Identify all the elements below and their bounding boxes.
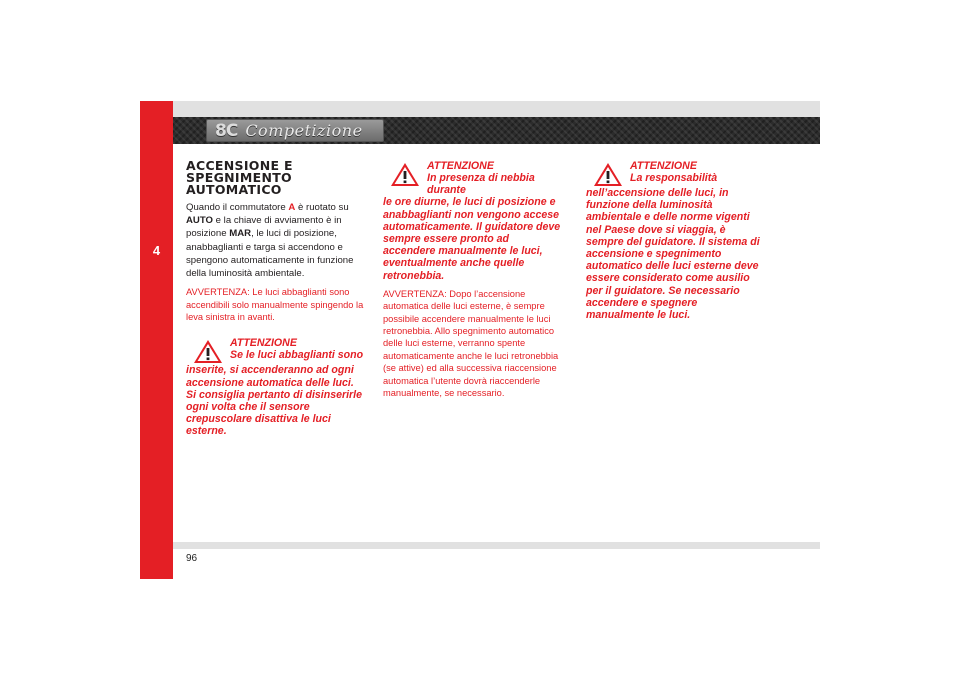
brand-logo (206, 119, 384, 142)
warning-block (186, 337, 364, 437)
text-run: Quando il commutatore (186, 202, 289, 213)
switch-label-highlight: A (288, 202, 296, 213)
warning-lead: In presenza di nebbia durante (427, 172, 535, 197)
chapter-number: 4 (152, 243, 161, 258)
warning-block (586, 160, 764, 321)
advisory-label: AVVERTENZA (383, 288, 445, 299)
advisory-label: AVVERTENZA (186, 287, 248, 298)
section-heading (186, 160, 364, 196)
mar-position-label: MAR (229, 228, 252, 240)
warning-title: ATTENZIONE (630, 160, 697, 172)
text-run: e la chiave di avviamento è in posizione (186, 215, 342, 240)
warning-triangle-icon (586, 162, 630, 187)
warning-triangle-icon (186, 339, 230, 364)
heading-line: AUTOMATICO (186, 182, 282, 197)
warning-lead: Se le luci abbaglianti sono (230, 349, 364, 362)
text-run: è ruotato su (295, 202, 349, 213)
warning-triangle-icon (383, 162, 427, 187)
body-paragraph (186, 201, 364, 280)
bottom-frame-strip (173, 542, 820, 549)
carbon-header-band (173, 117, 820, 144)
warning-title: ATTENZIONE (427, 160, 494, 172)
advisory-note (383, 288, 561, 400)
text-run: , le luci di posizione, anabbaglianti e targa si accendono e spengono automaticamente in funzione della luminosità ambientale. (186, 228, 354, 280)
logo-wordmark: Competizione (245, 121, 363, 140)
logo-prefix: 8C (215, 120, 238, 141)
warning-lead: La responsabilità (630, 172, 718, 184)
column-3 (586, 160, 764, 321)
warning-text: nell’accensione delle luci, in funzione della luminosità ambientale e delle norme vigenti nel Paese dove si viaggia, è sempre del guidatore. Il sistema di accensione e spegnimento automatico delle luci esterne deve essere considerato come ausilio per il guidatore. Se necessario accendere e spegnere manualmente le luci. (586, 187, 760, 322)
auto-position-label: AUTO (186, 215, 214, 227)
warning-title: ATTENZIONE (230, 337, 297, 350)
advisory-note (186, 286, 364, 323)
advisory-text: : Dopo l’accensione automatica delle luci esterne, è sempre possibile accendere manualmente le luci retronebbia. Allo spegnimento automatico delle luci esterne, verranno spente automaticamente anche le luci retronebbia (se attive) ed alla successiva riaccensione automatica l’utente dovrà riaccenderle manualmente, se necessario. (383, 288, 559, 399)
warning-text: inserite, si accenderanno ad ogni accensione automatica delle luci. Si consiglia pertanto di disinserirle ogni volta che il sensore crepuscolare disattiva le luci esterne. (186, 364, 363, 438)
warning-block (383, 160, 561, 282)
column-2 (383, 160, 561, 399)
page-number: 96 (186, 553, 198, 564)
heading-line: SPEGNIMENTO (186, 170, 292, 185)
heading-line: ACCENSIONE E (186, 158, 293, 173)
column-1 (186, 160, 364, 438)
chapter-band (140, 101, 173, 579)
warning-text: le ore diurne, le luci di posizione e anabbaglianti non vengono accese automaticamente. Il guidatore deve sempre essere pronto ad accendere manualmente le luci, eventualmente anche quelle retronebbia. (383, 196, 561, 282)
top-frame-strip (173, 101, 820, 117)
advisory-text: : Le luci abbaglianti sono accendibili solo manualmente spingendo la leva sinistra in avanti. (186, 287, 364, 323)
